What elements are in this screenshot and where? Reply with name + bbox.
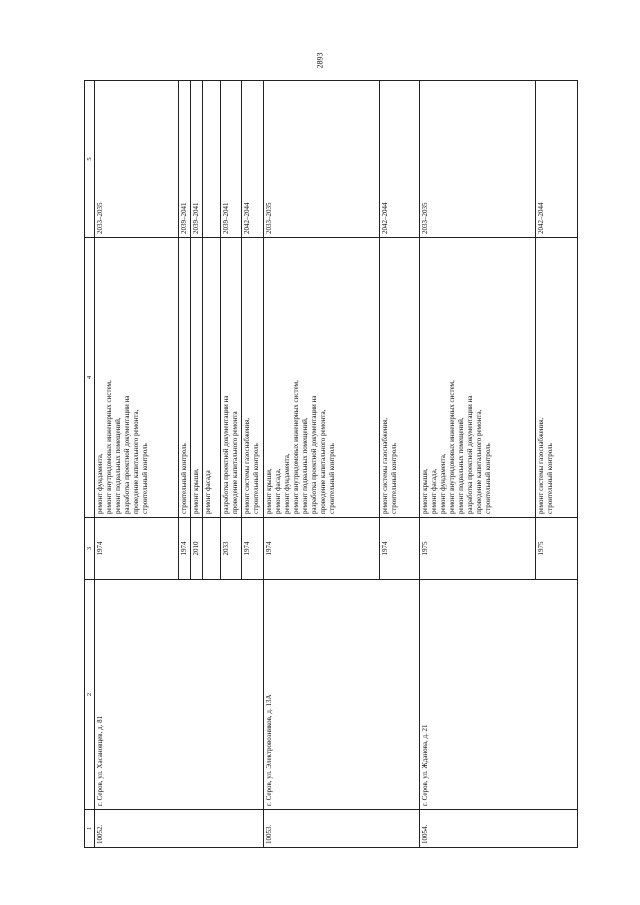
address-cell: г. Серов, ул. Хасановцев, д. 81 <box>95 580 264 810</box>
work-item: ремонт подвальных помещений, <box>114 417 122 514</box>
work-item: ремонт внутридомовых инженерных систем, <box>448 380 456 514</box>
year-cell: 2010 <box>191 518 203 580</box>
work-item: проведение капитального ремонта <box>231 411 239 514</box>
header-col-1: 1 <box>85 810 95 848</box>
period-cell: 2033–2035 <box>264 81 380 238</box>
address-cell: г. Серов, ул. Электровозников, д. 13А <box>264 580 420 810</box>
work-item: ремонт подвальных помещений, <box>457 417 465 514</box>
period-cell: 2039–2041 <box>221 81 242 238</box>
header-col-3: 3 <box>85 518 95 580</box>
work-item: ремонт внутридомовых инженерных систем, <box>105 380 113 514</box>
works-cell <box>380 238 420 518</box>
table-row <box>420 81 536 848</box>
work-item: ремонт системы газоснабжения, <box>243 417 251 514</box>
header-col-5: 5 <box>85 81 95 238</box>
header-col-4: 4 <box>85 238 95 518</box>
work-item: разработка проектной документации на <box>466 395 474 514</box>
work-item: строительный контроль <box>328 443 336 514</box>
period-cell: 2039–2041 <box>191 81 203 238</box>
work-item: строительный контроль <box>252 443 260 514</box>
works-cell <box>191 238 203 518</box>
header-col-2: 2 <box>85 580 95 810</box>
period-cell: 2033–2035 <box>420 81 536 238</box>
table-row <box>264 81 380 848</box>
year-cell: 1975 <box>420 518 536 580</box>
works-cell <box>203 238 221 518</box>
work-item: строительный контроль <box>484 443 492 514</box>
period-cell <box>203 81 221 238</box>
work-item: ремонт фундамента, <box>96 453 104 514</box>
rotated-table-container <box>84 80 554 848</box>
year-cell: 1974 <box>380 518 420 580</box>
work-item: строительный контроль <box>141 443 149 514</box>
period-cell: 2039–2041 <box>179 81 191 238</box>
row-number: 10052. <box>95 810 264 848</box>
address-cell: г. Серов, ул. Жданова, д. 21 <box>420 580 578 810</box>
work-item: ремонт системы газоснабжения, <box>537 417 545 514</box>
work-item: строительный контроль <box>390 443 398 514</box>
work-item: проведение капитального ремонта, <box>475 409 483 514</box>
works-cell <box>420 238 536 518</box>
work-item: ремонт крыши, <box>421 468 429 514</box>
year-cell: 1974 <box>264 518 380 580</box>
table-body <box>95 81 578 848</box>
work-item: ремонт фасада, <box>430 468 438 514</box>
table-header-row <box>85 81 95 848</box>
year-cell <box>203 518 221 580</box>
work-item: проведение капитального ремонта, <box>319 409 327 514</box>
year-cell: 1974 <box>179 518 191 580</box>
period-cell: 2042–2044 <box>380 81 420 238</box>
works-cell <box>242 238 264 518</box>
period-cell: 2033–2035 <box>95 81 179 238</box>
work-item: разработка проектной документации на <box>310 395 318 514</box>
work-item: ремонт системы газоснабжения, <box>381 417 389 514</box>
period-cell: 2042–2044 <box>536 81 578 238</box>
year-cell: 1974 <box>95 518 179 580</box>
row-number: 10054. <box>420 810 578 848</box>
work-item: ремонт фундамента, <box>439 453 447 514</box>
works-cell <box>221 238 242 518</box>
works-cell <box>536 238 578 518</box>
work-item: ремонт фасада <box>204 470 212 514</box>
work-item: разработка проектной документации на <box>123 395 131 514</box>
work-item: ремонт фундамента, <box>283 453 291 514</box>
page-number <box>0 40 640 80</box>
work-item: строительный контроль <box>546 443 554 514</box>
period-cell: 2042–2044 <box>242 81 264 238</box>
work-item: проведение капитального ремонта, <box>132 409 140 514</box>
works-cell <box>264 238 380 518</box>
work-item: разработка проектной документации на <box>222 395 230 514</box>
year-cell: 2033 <box>221 518 242 580</box>
work-item: ремонт фасада, <box>274 468 282 514</box>
row-number: 10053. <box>264 810 420 848</box>
work-item: ремонт подвальных помещений, <box>301 417 309 514</box>
works-cell <box>95 238 179 518</box>
works-cell <box>179 238 191 518</box>
work-item: строительный контроль <box>180 443 188 514</box>
year-cell: 1975 <box>536 518 578 580</box>
work-item: ремонт крыши, <box>265 468 273 514</box>
work-item: ремонт крыши, <box>192 468 200 514</box>
repair-schedule-table <box>84 80 578 848</box>
work-item: ремонт внутридомовых инженерных систем, <box>292 380 300 514</box>
page-number-text: 2893 <box>315 52 325 68</box>
year-cell: 1974 <box>242 518 264 580</box>
table-row <box>95 81 179 848</box>
